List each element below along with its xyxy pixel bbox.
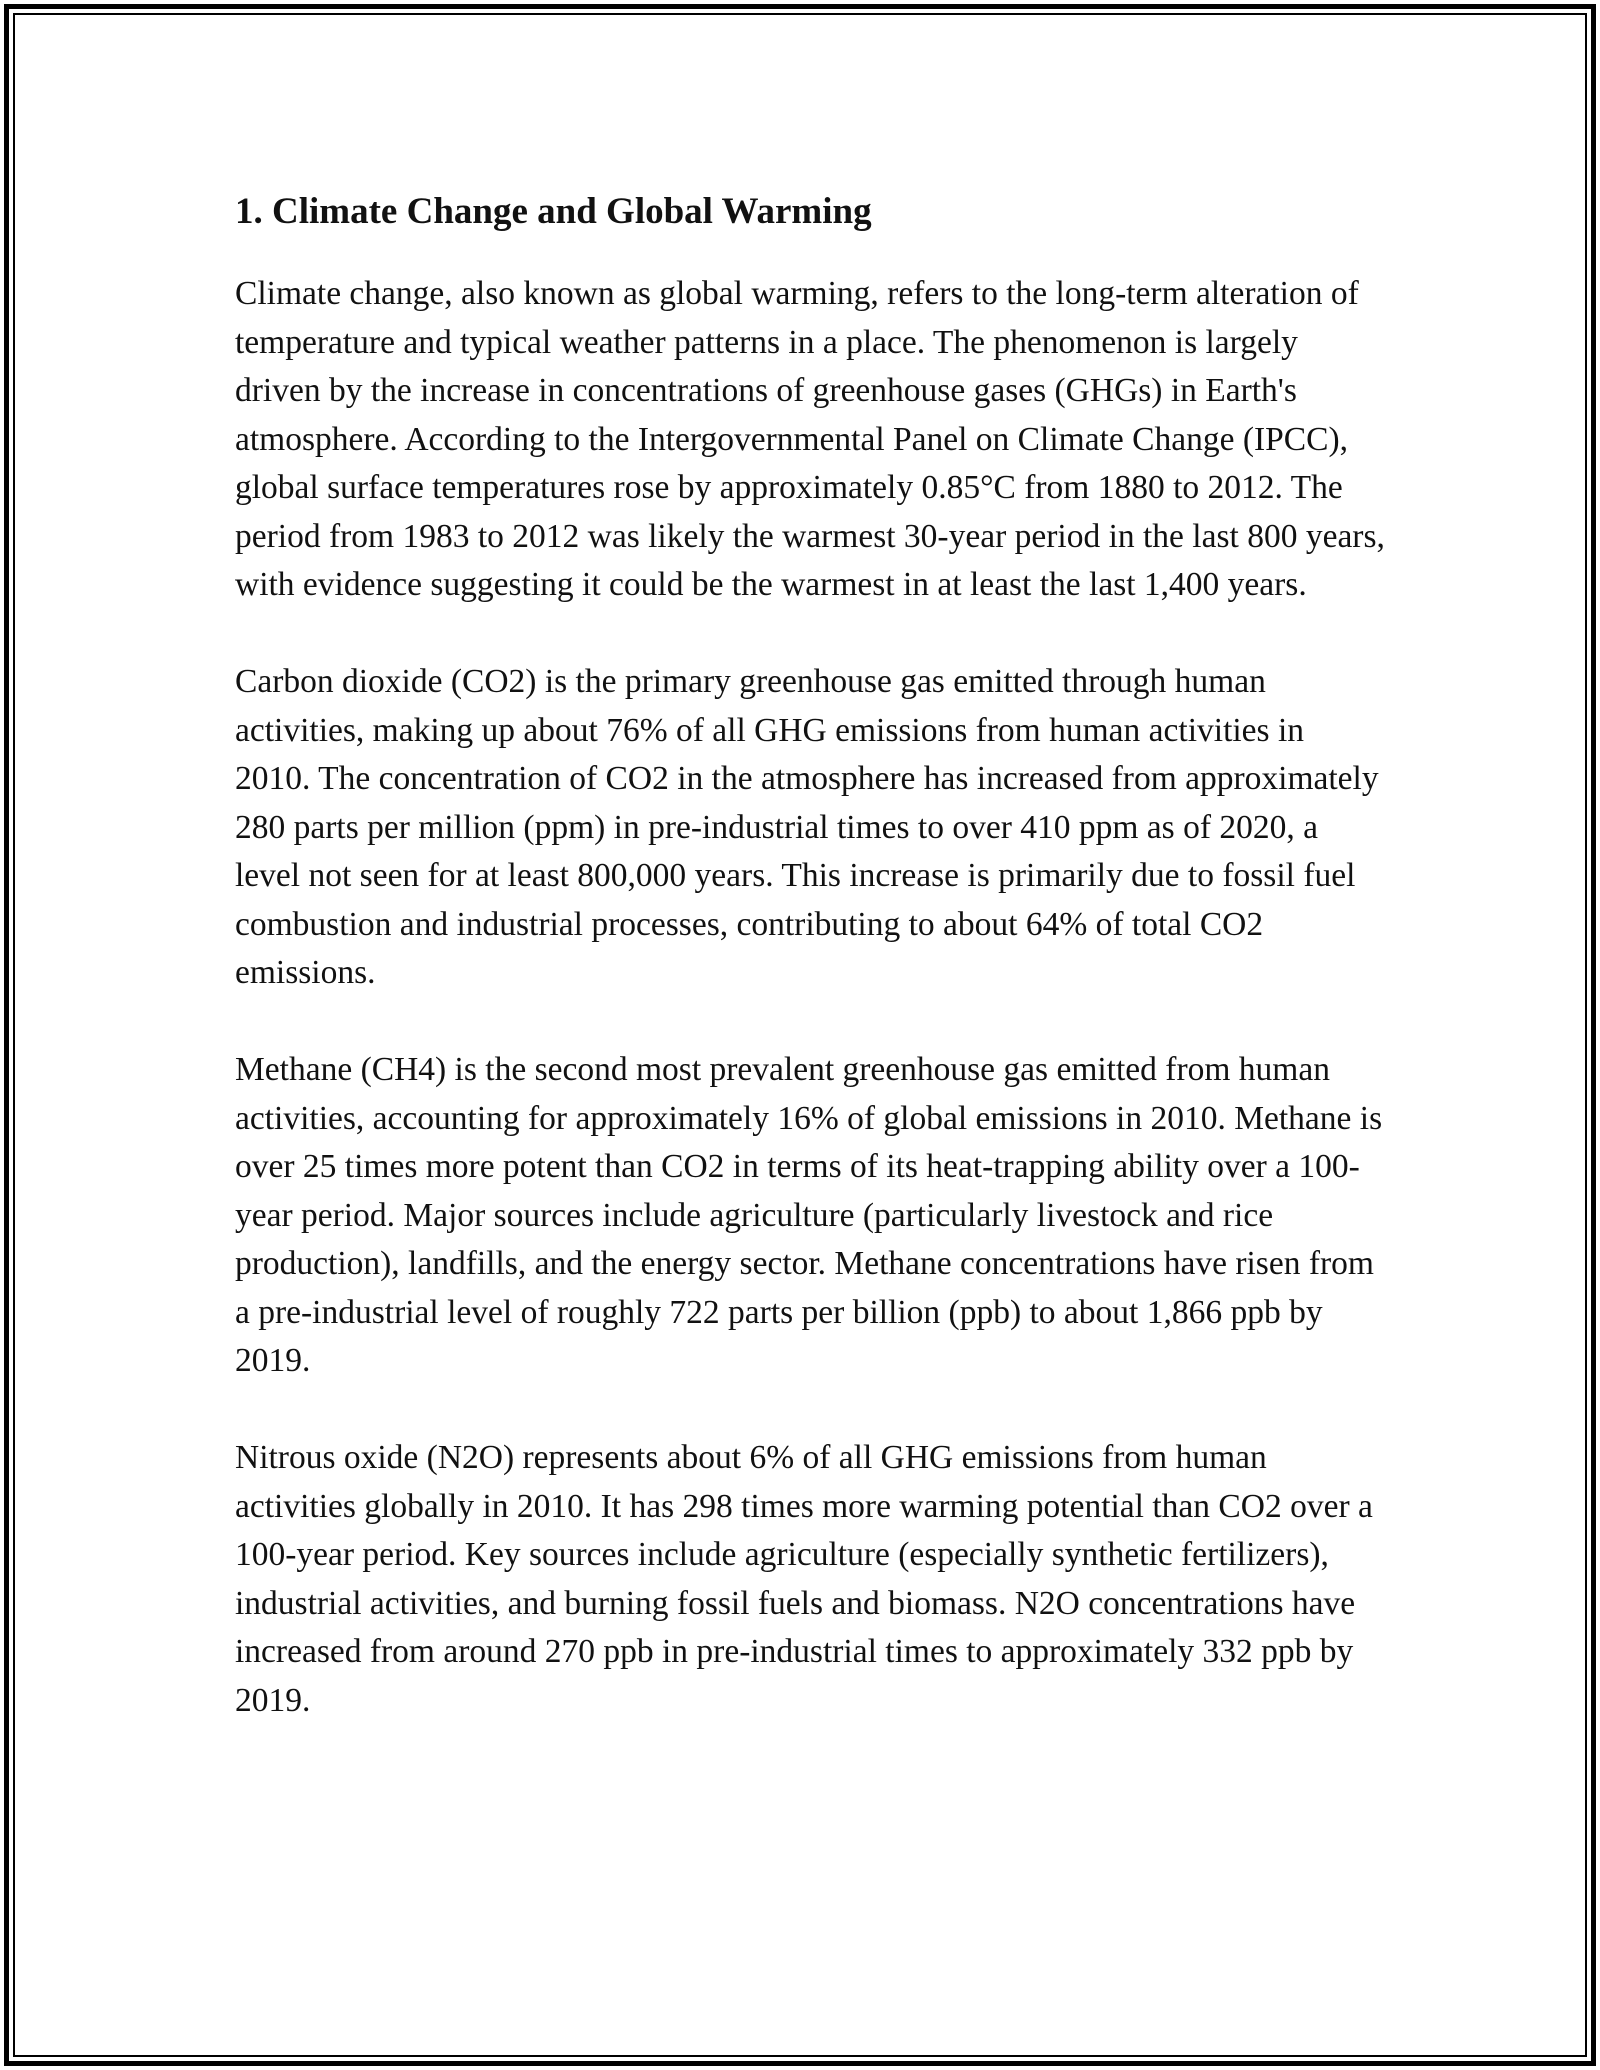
- paragraph-nitrous-oxide: Nitrous oxide (N2O) represents about 6% of all GHG emissions from human activities globally in 2010. It has 298 times more warming potential than CO2 over a 100-year period. Key sources include agriculture (especially synthetic fertilizers), industrial activities, and burning fossil fuels and biomass. N2O concentrations have increased from around 270 ppb in pre-industrial times to approximately 332 ppb by 2019.: [235, 1439, 1373, 1719]
- paragraph-methane: Methane (CH4) is the second most prevalent greenhouse gas emitted from human activities, accounting for approximately 16% of global emissions in 2010. Methane is over 25 times more potent than CO2 in terms of its heat-trapping ability over a 100-year period. Major sources include agriculture (particularly livestock and rice production), landfills, and the energy sector. Methane concentrations have risen from a pre-industrial level of roughly 722 parts per billion (ppb) to about 1,866 ppb by 2019.: [235, 1051, 1383, 1379]
- section-heading: 1. Climate Change and Global Warming: [235, 191, 872, 232]
- paragraph-carbon-dioxide: Carbon dioxide (CO2) is the primary greenhouse gas emitted through human activities, making up about 76% of all GHG emissions from human activities in 2010. The concentration of CO2 in the atmosphere has increased from approximately 280 parts per million (ppm) in pre-industrial times to over 410 ppm as of 2020, a level not seen for at least 800,000 years. This increase is primarily due to fossil fuel combustion and industrial processes, contributing to about 64% of total CO2 emissions.: [235, 663, 1379, 991]
- document-body: [235, 182, 1395, 1774]
- paragraph-climate-change: Climate change, also known as global warming, refers to the long-term alteration of temperature and typical weather patterns in a place. The phenomenon is largely driven by the increase in concentrations of greenhouse gases (GHGs) in Earth's atmosphere. According to the Intergovernmental Panel on Climate Change (IPCC), global surface temperatures rose by approximately 0.85°C from 1880 to 2012. The period from 1983 to 2012 was likely the warmest 30-year period in the last 800 years, with evidence suggesting it could be the warmest in at least the last 1,400 years.: [235, 275, 1385, 603]
